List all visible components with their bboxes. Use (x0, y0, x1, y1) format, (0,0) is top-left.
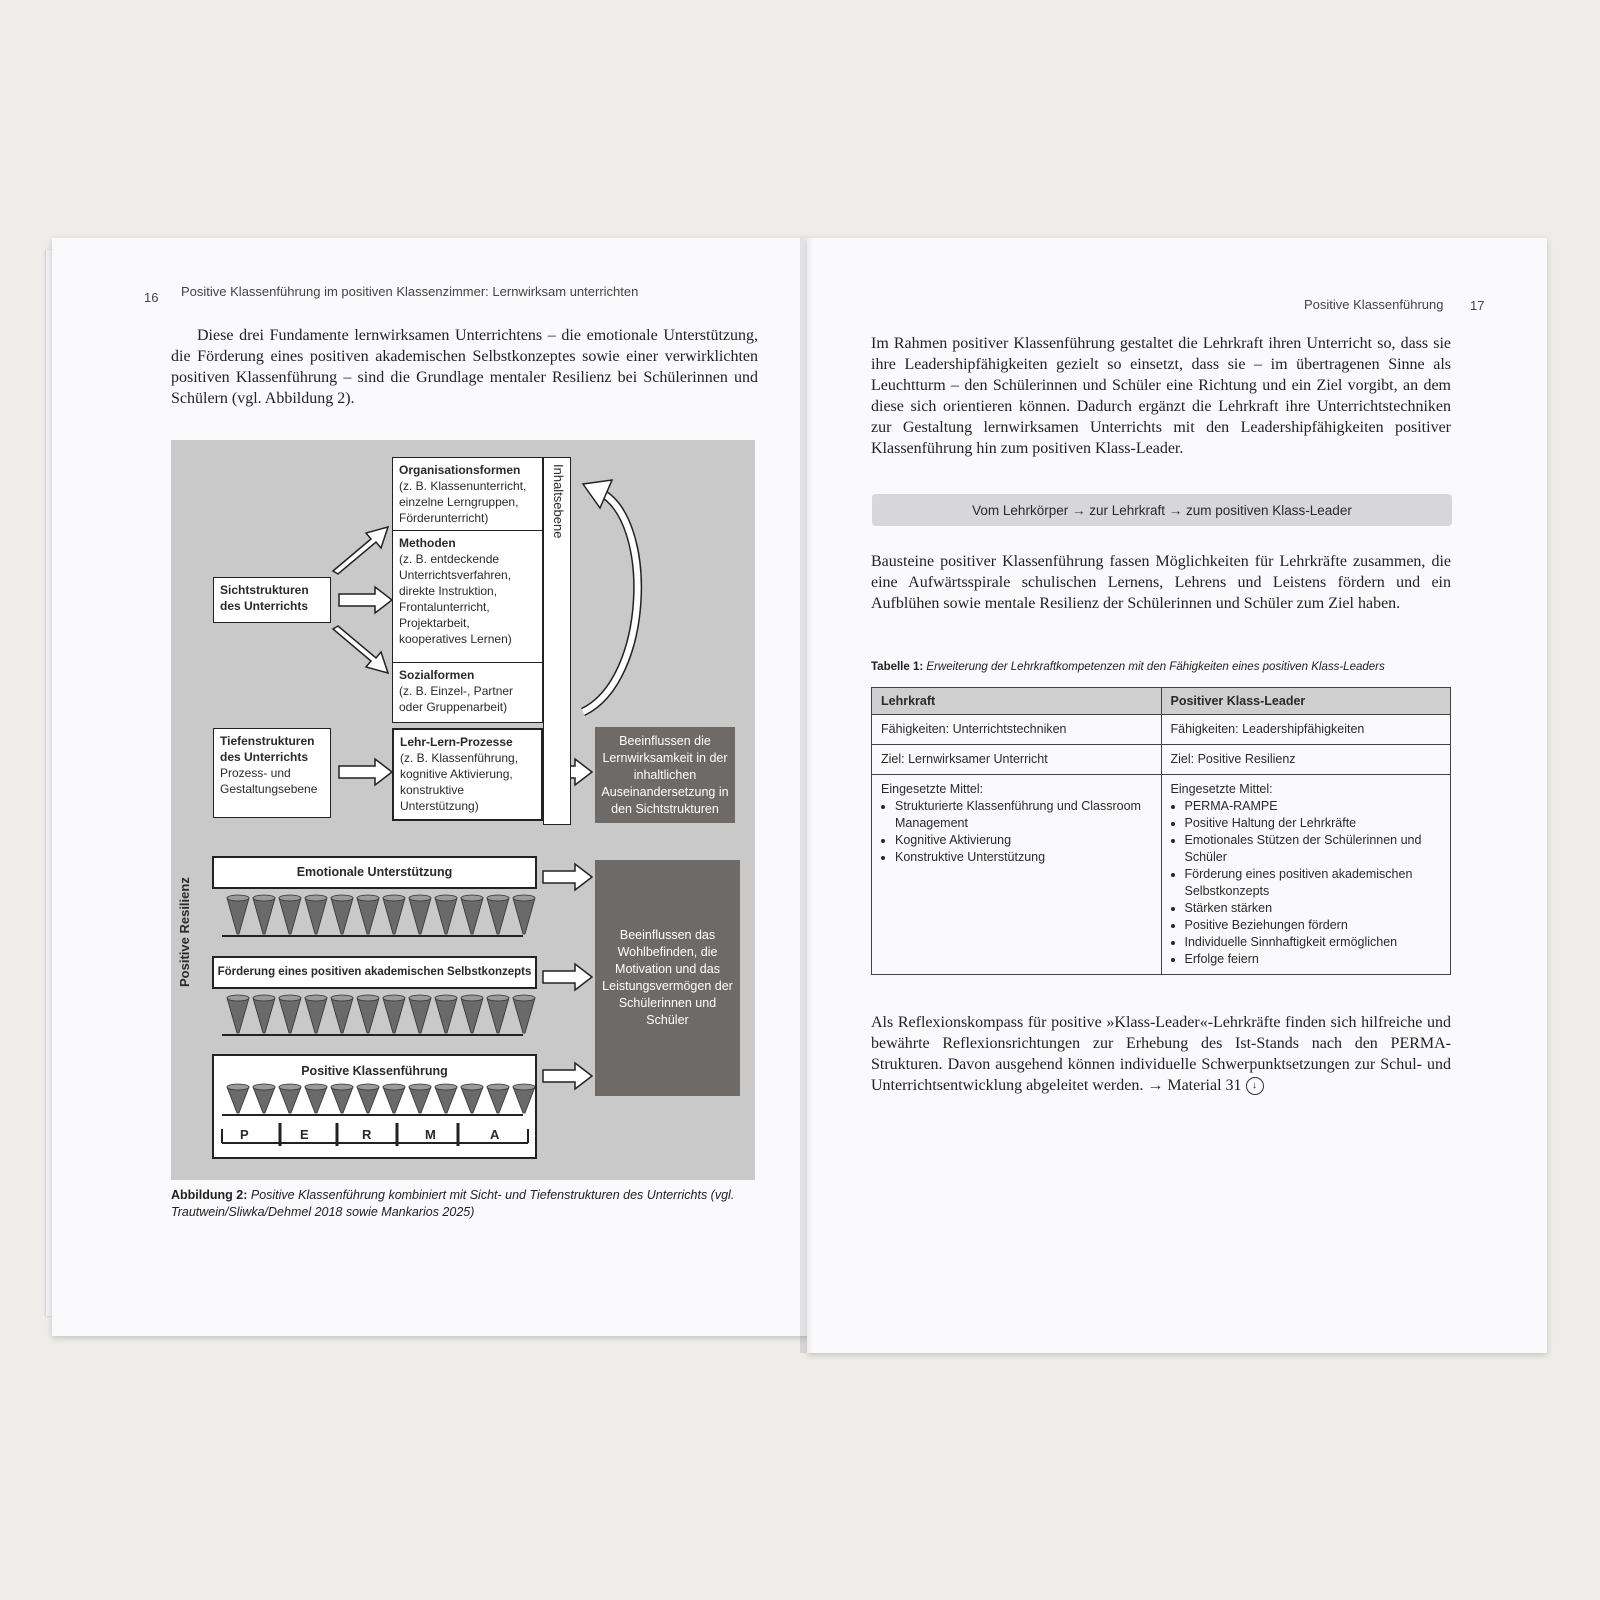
cone-top (305, 1084, 327, 1090)
table-row (872, 775, 1451, 975)
cone-shape (383, 898, 405, 934)
table-header-row (872, 688, 1451, 715)
cone-shape (331, 898, 353, 934)
left-page-number: 16 (144, 290, 159, 305)
table-cell-mittel-lehrkraft (872, 775, 1162, 975)
cone-top (513, 1084, 535, 1090)
cone-shape (461, 898, 483, 934)
cone-shape (227, 1087, 249, 1113)
cone-shape (513, 1087, 535, 1113)
positive-klassenfuehrung-bar: Positive Klassenführung (212, 1054, 537, 1159)
table-cell: Fähigkeiten: Leadershipfähigkeiten (1161, 715, 1451, 745)
cone-shape (513, 998, 535, 1033)
cone-shape (331, 998, 353, 1033)
list-item: • PERMA-RAMPE (1185, 798, 1442, 815)
intro-paragraph: Diese drei Fundamente lernwirksamen Unterrichtens – die emotionale Unterstützung, die Förderung eines positiven akademischen Selbstkonzeptes sowie einer verwirklichten positiven Klassenführung – sind die Grundlage mentaler Resilienz bei Schülerinnen und Schülern (vgl. Abbildung 2). (171, 327, 758, 407)
cone-top (331, 895, 353, 901)
cone-top (513, 895, 535, 901)
cone-top (279, 995, 301, 1001)
cone-top (253, 895, 275, 901)
leader-callout: Vom Lehrkörper → zur Lehrkraft → zum positiven Klass-Leader (872, 494, 1452, 526)
table-caption (871, 661, 1385, 673)
perma-letter-a: A (490, 1127, 500, 1142)
cone-shape (435, 1087, 457, 1113)
cone-top (435, 895, 457, 901)
mittel-list-leader (1171, 798, 1442, 968)
cone-top (409, 1084, 431, 1090)
table-header-lehrkraft: Lehrkraft (872, 688, 1162, 715)
list-item: • Positive Haltung der Lehrkräfte (1185, 815, 1442, 832)
cone-shape (461, 998, 483, 1033)
list-item: • Konstruktive Unterstützung (895, 849, 1152, 866)
cone-top (331, 995, 353, 1001)
cone-top (383, 895, 405, 901)
lehr-lern-text: (z. B. Klassenführung, kognitive Aktivierung, konstruktive Unterstützung) (400, 751, 519, 813)
cone-top (227, 895, 249, 901)
cone-shape (279, 898, 301, 934)
cone-shape (435, 998, 457, 1033)
figure-caption-text: Positive Klassenführung kombiniert mit Sicht- und Tiefenstrukturen des Unterrichts (vgl. Trautwein/Sliwka/Dehmel 2018 sowie Mankarios 2025) (171, 1188, 735, 1219)
list-item: • Emotionales Stützen der Schülerinnen und Schüler (1185, 832, 1442, 866)
cone-top (227, 995, 249, 1001)
sichtstrukturen-box: Sichtstrukturen des Unterrichts (213, 577, 331, 623)
organisationsformen-title: Organisationsformen (399, 463, 521, 477)
right-page-number: 17 (1470, 298, 1485, 313)
mittel-label: Eingesetzte Mittel: (1170, 782, 1273, 796)
table-row (872, 745, 1451, 775)
cone-shape (461, 1087, 483, 1113)
cone-shape (227, 998, 249, 1033)
paragraph-3-text: Als Reflexionskompass für positive »Klass-Leader«-Lehrkräfte finden sich hilfreiche und bewährte Reflexionsrichtungen zur Erhebung des Ist-Stands nach den PERMA-Strukturen. Davon ausgehend können individuelle Schwerpunktsetzungen zur Schul- und Unterrichtsentwicklung abgeleitet werden. (871, 1014, 1451, 1094)
cone-top (487, 1084, 509, 1090)
cone-shape (409, 998, 431, 1033)
list-item: • Individuelle Sinnhaftigkeit ermöglichen (1185, 934, 1442, 951)
cone-top (487, 895, 509, 901)
table-caption-text: Erweiterung der Lehrkraftkompetenzen mit den Fähigkeiten eines positiven Klass-Leaders (926, 661, 1385, 673)
figure-caption (171, 1187, 756, 1221)
cone-shape (279, 998, 301, 1033)
cone-shape (305, 1087, 327, 1113)
cone-shape (383, 998, 405, 1033)
mittel-label: Eingesetzte Mittel: (881, 782, 984, 796)
cone-shape (305, 998, 327, 1033)
cone-shape (383, 1087, 405, 1113)
cone-top (331, 1084, 353, 1090)
table-cell-mittel-leader (1161, 775, 1451, 975)
figure-caption-label: Abbildung 2: (171, 1188, 248, 1202)
table-cell: Ziel: Positive Resilienz (1161, 745, 1451, 775)
cone-top (383, 1084, 405, 1090)
organisationsformen-text: (z. B. Klassenunterricht, einzelne Lerngruppen, Förderunterricht) (399, 479, 527, 525)
table-caption-label: Tabelle 1: (871, 661, 924, 673)
competence-table (871, 687, 1451, 975)
right-paragraph-1: Im Rahmen positiver Klassenführung gestaltet die Lehrkraft ihren Unterricht so, dass sie ihre Leadershipfähigkeiten gezielt so einsetzt, dass sie – im übertragenen Sinne als Leuchtturm – den Schülerinnen und Schüler eine Richtung und ein Ziel vorgibt, an dem diese sich orientieren können. Dadurch ergänzt die Lehrkraft ihre Unterrichtstechniken zur Gestaltung lernwirksamen Unterrichts mit den Leadershipfähigkeiten positiver Klassenführung hin zum positiven Klass-Leader. (871, 335, 1451, 457)
methoden-title: Methoden (399, 536, 456, 550)
cone-top (409, 895, 431, 901)
perma-letter-e: E (300, 1127, 309, 1142)
cone-top (305, 995, 327, 1001)
table-header-klass-leader: Positiver Klass-Leader (1161, 688, 1451, 715)
cone-top (357, 1084, 379, 1090)
cone-shape (357, 1087, 379, 1113)
cone-shape (305, 898, 327, 934)
cone-shape (253, 898, 275, 934)
list-item: • Positive Beziehungen fördern (1185, 917, 1442, 934)
cone-shape (487, 898, 509, 934)
cone-shape (409, 1087, 431, 1113)
emotionale-unterstuetzung-bar: Emotionale Unterstützung (212, 856, 537, 889)
cone-shape (253, 998, 275, 1033)
cone-top (435, 1084, 457, 1090)
methoden-text: (z. B. entdeckende Unterrichtsverfahren, direkte Instruktion, Frontalunterricht, Projektarbeit, kooperatives Lernen) (399, 552, 512, 646)
cone-shape (357, 898, 379, 934)
table-cell: Fähigkeiten: Unterrichtstechniken (872, 715, 1162, 745)
cone-shape (513, 898, 535, 934)
cone-shape (409, 898, 431, 934)
material-reference[interactable]: → Material 31 (1147, 1077, 1242, 1094)
cone-top (513, 995, 535, 1001)
cone-top (383, 995, 405, 1001)
cone-top (461, 895, 483, 901)
right-paragraph-2: Bausteine positiver Klassenführung fassen Möglichkeiten für Lehrkräfte zusammen, die eine Aufwärtsspirale schulischen Lernens, Lehrens und Leistens fördern und ein Aufblühen sowie mentale Resilienz der Schülerinnen und Schüler zum Ziel haben. (871, 553, 1451, 612)
right-paragraph-3 (871, 1012, 1451, 1096)
left-running-head: Positive Klassenführung im positiven Klassenzimmer: Lernwirksam unterrichten (181, 284, 639, 299)
cone-top (279, 895, 301, 901)
cone-top (357, 995, 379, 1001)
list-item: • Förderung eines positiven akademischen Selbstkonzepts (1185, 866, 1442, 900)
lehr-lern-title: Lehr-Lern-Prozesse (400, 735, 513, 749)
mittel-list-lehrkraft (881, 798, 1152, 866)
cone-shape (331, 1087, 353, 1113)
sozialformen-text: (z. B. Einzel-, Partner oder Gruppenarbeit) (399, 684, 514, 714)
beeinflussen-lernwirksamkeit-box: Beeinflussen die Lernwirksamkeit in der inhaltlichen Auseinandersetzung in den Sichtstrukturen (595, 727, 735, 823)
sozialformen-title: Sozialformen (399, 668, 475, 682)
list-item: • Erfolge feiern (1185, 951, 1442, 968)
perma-letter-p: P (240, 1127, 249, 1142)
list-item: • Kognitive Aktivierung (895, 832, 1152, 849)
cone-top (357, 895, 379, 901)
perma-letter-r: R (362, 1127, 372, 1142)
cone-shape (357, 998, 379, 1033)
right-running-head: Positive Klassenführung (1304, 297, 1444, 312)
cone-top (279, 1084, 301, 1090)
cone-top (227, 1084, 249, 1090)
download-icon[interactable]: ↓ (1246, 1077, 1264, 1095)
cone-shape (279, 1087, 301, 1113)
cone-top (461, 995, 483, 1001)
list-item: • Stärken stärken (1185, 900, 1442, 917)
beeinflussen-wohlbefinden-box: Beeinflussen das Wohlbefinden, die Motivation und das Leistungsvermögen der Schülerinnen und Schüler (595, 860, 740, 1096)
inhaltsebene-label: Inhaltsebene (551, 464, 566, 539)
tiefenstrukturen-title: Tiefenstrukturen des Unterrichts (220, 734, 315, 764)
foerderung-selbstkonzept-bar: Förderung eines positiven akademischen Selbstkonzepts (212, 956, 537, 989)
positive-resilienz-label: Positive Resilienz (177, 877, 192, 987)
cone-shape (487, 998, 509, 1033)
cone-top (409, 995, 431, 1001)
cone-shape (227, 898, 249, 934)
cone-shape (435, 898, 457, 934)
table-row (872, 715, 1451, 745)
cone-shape (253, 1087, 275, 1113)
cone-top (253, 995, 275, 1001)
table-cell: Ziel: Lernwirksamer Unterricht (872, 745, 1162, 775)
list-item: • Strukturierte Klassenführung und Classroom Management (895, 798, 1152, 832)
cone-top (461, 1084, 483, 1090)
perma-letter-m: M (425, 1127, 436, 1142)
cone-top (253, 1084, 275, 1090)
cone-top (305, 895, 327, 901)
cone-top (487, 995, 509, 1001)
cone-shape (487, 1087, 509, 1113)
cone-top (435, 995, 457, 1001)
tiefenstrukturen-text: Prozess- und Gestaltungsebene (220, 766, 318, 796)
